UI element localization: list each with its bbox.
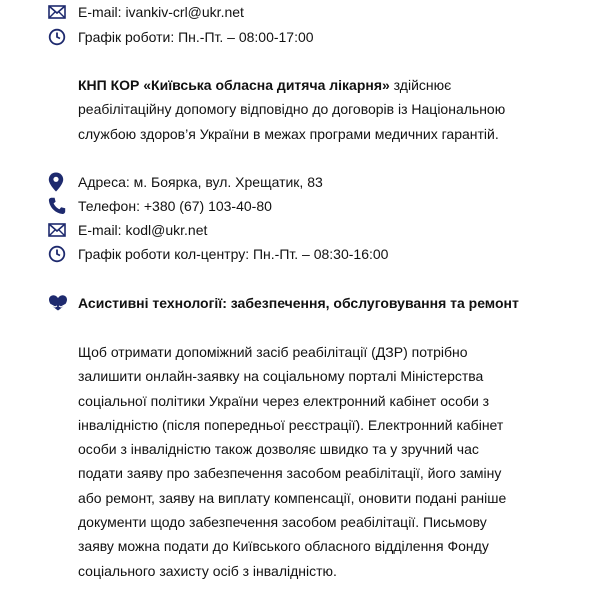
body-line: особи з інвалідністю також дозволяє швидко та у зручний час: [78, 441, 479, 458]
top-schedule-text: Графік роботи: Пн.-Пт. – 08:00-17:00: [78, 29, 314, 45]
email-row: [48, 221, 207, 239]
intro-line1-rest: здійснює: [389, 77, 452, 93]
phone-icon: [48, 197, 70, 215]
intro-line3: службою здоров’я України в межах програми медичних гарантій.: [78, 125, 499, 142]
intro-paragraph: [78, 73, 578, 146]
email-text[interactable]: E-mail: kodl@ukr.net: [78, 222, 208, 238]
top-email-text[interactable]: E-mail: ivankiv-crl@ukr.net: [78, 4, 244, 20]
intro-line2: реабілітаційну допомогу відповідно до договорів із Національною: [78, 101, 506, 118]
callcenter-schedule-row: [48, 245, 388, 263]
org-name: КНП КОР «Київська обласна дитяча лікарня»: [78, 77, 390, 93]
body-line: документи щодо забезпечення засобом реабілітації. Письмову: [78, 514, 487, 531]
body-line: залишити онлайн-заявку на соціальному порталі Міністерства: [78, 368, 484, 385]
top-schedule-row: [48, 28, 314, 46]
section-heading: Асистивні технології: забезпечення, обслуговування та ремонт: [78, 295, 519, 311]
callcenter-schedule-text: Графік роботи кол-центру: Пн.-Пт. – 08:30-16:00: [78, 246, 389, 262]
body-line: соціальної політики України через електронний кабінет особи з: [78, 392, 490, 409]
phone-row: [48, 197, 272, 215]
heart-hands-icon: [48, 294, 70, 312]
address-row: [48, 173, 323, 191]
clock-icon: [48, 28, 70, 46]
address-text: Адреса: м. Боярка, вул. Хрещатик, 83: [78, 174, 323, 190]
body-line: інвалідністю (після попередньої реєстрації). Електронний кабінет: [78, 416, 504, 433]
section-body: [78, 340, 578, 583]
map-pin-icon: [48, 173, 70, 191]
section-heading-row: [48, 294, 519, 312]
phone-text[interactable]: Телефон: +380 (67) 103-40-80: [78, 198, 272, 214]
top-email-row: [48, 3, 244, 21]
body-line: або ремонт, заяву на виплату компенсації, оновити подані раніше: [78, 489, 507, 506]
body-line: Щоб отримати допоміжний засіб реабілітації (ДЗР) потрібно: [78, 344, 468, 360]
envelope-icon: [48, 3, 70, 21]
body-line: соціального захисту осіб з інвалідністю.: [78, 562, 337, 579]
clock-icon: [48, 245, 70, 263]
body-line: заяву можна подати до Київського обласного відділення Фонду: [78, 538, 489, 555]
envelope-icon: [48, 221, 70, 239]
body-line: подати заяву про забезпечення засобом реабілітації, його заміну: [78, 465, 502, 482]
